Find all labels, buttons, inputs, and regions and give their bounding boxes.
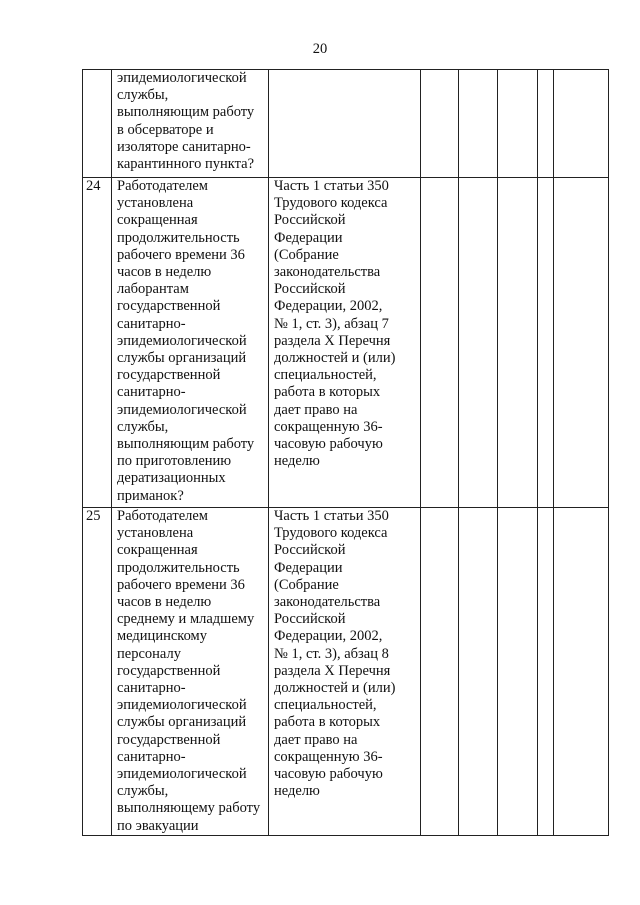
text-line: медицинскому bbox=[117, 628, 207, 645]
table-row bbox=[83, 178, 609, 508]
text-line: эпидемиологической bbox=[117, 766, 247, 783]
text-line: законодательства bbox=[274, 594, 381, 611]
text-line: государственной bbox=[117, 367, 221, 384]
legal-basis-cell bbox=[269, 508, 421, 836]
text-line: часовую рабочую bbox=[274, 766, 383, 783]
text-line: № 1, ст. 3), абзац 7 bbox=[274, 315, 389, 332]
text-line: часов в неделю bbox=[117, 594, 212, 611]
text-line: санитарно- bbox=[117, 748, 186, 765]
text-line: должностей и (или) bbox=[274, 680, 396, 697]
text-line: выполняющим работу bbox=[117, 104, 255, 121]
question-cell bbox=[112, 70, 269, 178]
text-line: работа в которых bbox=[274, 384, 381, 401]
text-line: санитарно- bbox=[117, 680, 186, 697]
answer-yes-cell bbox=[421, 508, 459, 836]
text-line: раздела X Перечня bbox=[274, 662, 391, 679]
answer-no-cell bbox=[459, 178, 498, 508]
text-line: сокращенная bbox=[117, 542, 198, 559]
text-line: Российской bbox=[274, 542, 346, 559]
legal-basis-cell bbox=[269, 70, 421, 178]
text-line: по приготовлению bbox=[117, 453, 232, 470]
text-line: выполняющему работу bbox=[117, 800, 261, 817]
text-line: государственной bbox=[117, 662, 221, 679]
answer-na-cell bbox=[498, 508, 538, 836]
text-line: Российской bbox=[274, 281, 346, 298]
text-line: продолжительность bbox=[117, 229, 240, 246]
notes-cell bbox=[554, 178, 609, 508]
row-number-cell: 24 bbox=[83, 178, 112, 508]
text-line: Трудового кодекса bbox=[274, 525, 388, 542]
text-line: установлена bbox=[117, 195, 194, 212]
text-line: сокращенную 36- bbox=[274, 748, 383, 765]
text-line: (Собрание bbox=[274, 246, 339, 263]
answer-na-cell bbox=[498, 178, 538, 508]
answer-yes-cell bbox=[421, 70, 459, 178]
text-line: приманок? bbox=[117, 487, 184, 504]
text-line: рабочего времени 36 bbox=[117, 246, 245, 263]
answer-yes-cell bbox=[421, 178, 459, 508]
table-row bbox=[83, 508, 609, 836]
text-line: специальностей, bbox=[274, 367, 377, 384]
text-line: (Собрание bbox=[274, 576, 339, 593]
row-number-cell bbox=[83, 70, 112, 178]
text-line: Федерации bbox=[274, 559, 343, 576]
text-line: специальностей, bbox=[274, 697, 377, 714]
text-line: неделю bbox=[274, 453, 320, 470]
narrow-cell bbox=[538, 70, 554, 178]
page-number: 20 bbox=[312, 41, 328, 57]
text-line: Российской bbox=[274, 611, 346, 628]
text-line: выполняющим работу bbox=[117, 436, 255, 453]
text-line: часовую рабочую bbox=[274, 436, 383, 453]
text-line: рабочего времени 36 bbox=[117, 576, 245, 593]
text-line: государственной bbox=[117, 731, 221, 748]
notes-cell bbox=[554, 70, 609, 178]
text-line: службы организаций bbox=[117, 714, 247, 731]
answer-no-cell bbox=[459, 508, 498, 836]
table-row bbox=[83, 70, 609, 178]
text-line: в обсерваторе и bbox=[117, 121, 214, 138]
text-line: законодательства bbox=[274, 264, 381, 281]
text-line: службы, bbox=[117, 418, 169, 435]
text-line: санитарно- bbox=[117, 315, 186, 332]
text-line: Федерации, 2002, bbox=[274, 628, 383, 645]
question-cell bbox=[112, 178, 269, 508]
text-line: эпидемиологической bbox=[117, 332, 247, 349]
text-line: раздела X Перечня bbox=[274, 332, 391, 349]
text-line: государственной bbox=[117, 298, 221, 315]
answer-na-cell bbox=[498, 70, 538, 178]
question-cell bbox=[112, 508, 269, 836]
text-line: изоляторе санитарно- bbox=[117, 138, 251, 155]
text-line: Федерации, 2002, bbox=[274, 298, 383, 315]
text-line: дает право на bbox=[274, 731, 358, 748]
text-line: неделю bbox=[274, 783, 320, 800]
text-line: № 1, ст. 3), абзац 8 bbox=[274, 645, 389, 662]
text-line: часов в неделю bbox=[117, 264, 212, 281]
text-line: Российской bbox=[274, 212, 346, 229]
text-line: сокращенную 36- bbox=[274, 418, 383, 435]
text-line: персоналу bbox=[117, 645, 181, 662]
text-line: среднему и младшему bbox=[117, 611, 255, 628]
text-line: сокращенная bbox=[117, 212, 198, 229]
text-line: Трудового кодекса bbox=[274, 195, 388, 212]
narrow-cell bbox=[538, 508, 554, 836]
text-line: Часть 1 статьи 350 bbox=[274, 508, 389, 524]
text-line: лаборантам bbox=[117, 281, 189, 298]
text-line: Часть 1 статьи 350 bbox=[274, 178, 389, 194]
text-line: дает право на bbox=[274, 401, 358, 418]
narrow-cell bbox=[538, 178, 554, 508]
text-line: карантинного пункта? bbox=[117, 156, 255, 173]
text-line: службы организаций bbox=[117, 350, 247, 367]
text-line: эпидемиологической bbox=[117, 401, 247, 418]
text-line: продолжительность bbox=[117, 559, 240, 576]
checklist-table bbox=[82, 69, 609, 836]
text-line: эпидемиологической bbox=[117, 70, 247, 86]
row-number-cell: 25 bbox=[83, 508, 112, 836]
text-line: по эвакуации bbox=[117, 817, 199, 834]
legal-basis-cell bbox=[269, 178, 421, 508]
text-line: Работодателем bbox=[117, 508, 208, 524]
answer-no-cell bbox=[459, 70, 498, 178]
text-line: Федерации bbox=[274, 229, 343, 246]
text-line: работа в которых bbox=[274, 714, 381, 731]
text-line: эпидемиологической bbox=[117, 697, 247, 714]
text-line: Работодателем bbox=[117, 178, 208, 194]
text-line: службы, bbox=[117, 783, 169, 800]
text-line: установлена bbox=[117, 525, 194, 542]
notes-cell bbox=[554, 508, 609, 836]
text-line: должностей и (или) bbox=[274, 350, 396, 367]
text-line: службы, bbox=[117, 87, 169, 104]
text-line: дератизационных bbox=[117, 470, 226, 487]
text-line: санитарно- bbox=[117, 384, 186, 401]
